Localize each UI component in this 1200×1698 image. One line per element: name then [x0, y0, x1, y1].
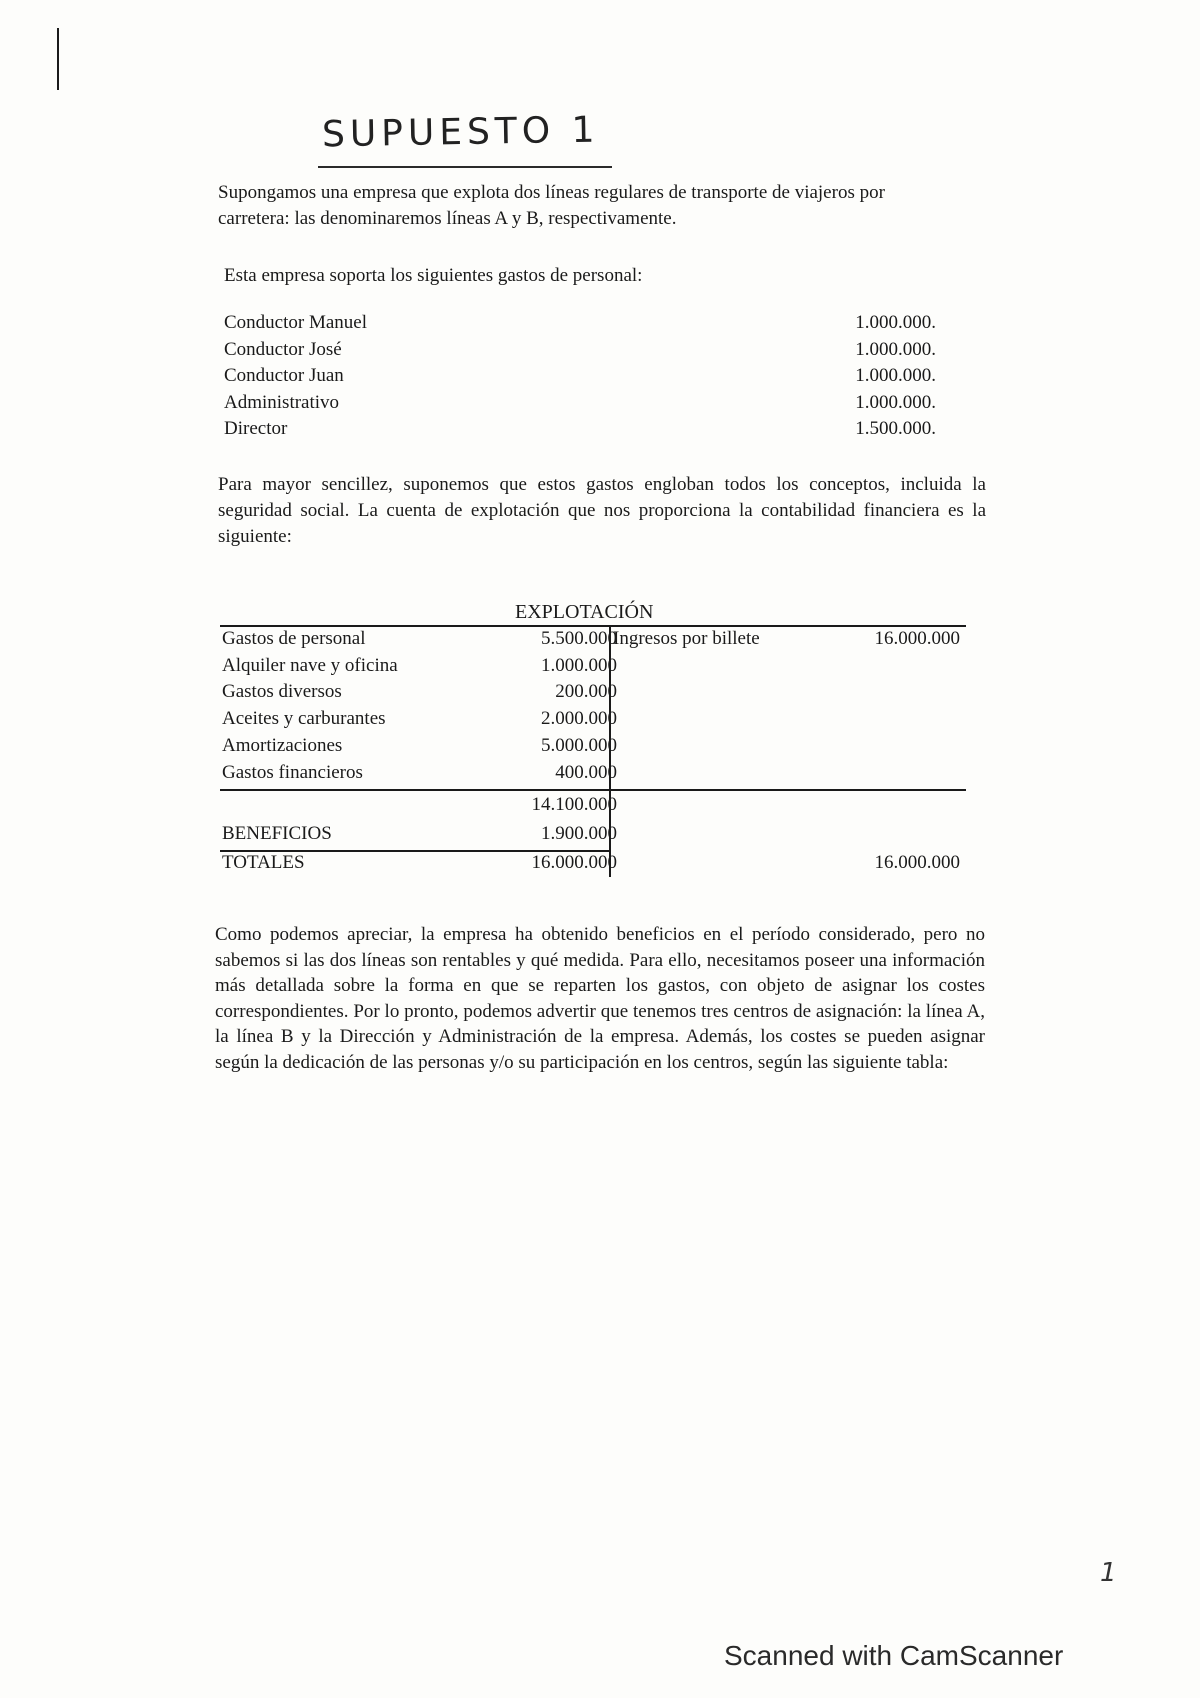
intro-paragraph: Supongamos una empresa que explota dos líneas regulares de transporte de viajeros por carretera: las denominaremos líneas A y B, respectivamente.	[218, 182, 885, 229]
margin-pen-mark	[57, 28, 59, 90]
note-paragraph: Para mayor sencillez, suponemos que estos gastos engloban todos los conceptos, incluida la seguridad social. La cuenta de explotación que nos proporciona la contabilidad financiera es la siguiente:	[218, 474, 986, 547]
debit-value: 2.000.000	[541, 708, 617, 729]
staff-name: Administrativo	[224, 391, 340, 413]
subtotal-value: 14.100.000	[531, 794, 617, 815]
debit-label: Alquiler nave y oficina	[222, 655, 398, 676]
staff-name: Conductor Manuel	[224, 312, 368, 333]
page-title: SUPUESTO 1	[321, 109, 600, 156]
staff-amount: 1.500.000.	[855, 418, 936, 439]
debit-value: 5.500.000	[541, 628, 617, 649]
debit-label: Gastos de personal	[222, 628, 366, 649]
page-number: 1	[1100, 1558, 1117, 1588]
debit-value: 400.000	[555, 762, 617, 783]
profit-value: 1.900.000	[541, 823, 617, 844]
totals-label: TOTALES	[222, 852, 305, 873]
staff-expense-list	[224, 310, 936, 443]
list-item	[224, 416, 936, 443]
totals-debit-value: 16.000.000	[531, 852, 617, 873]
credit-label: Ingresos por billete	[613, 628, 760, 649]
staff-lead-paragraph: Esta empresa soporta los siguientes gastos de personal:	[224, 265, 643, 286]
staff-amount: 1.000.000.	[855, 338, 936, 360]
staff-name: Director	[224, 418, 288, 439]
list-item	[224, 390, 936, 417]
list-item	[224, 310, 936, 337]
staff-name: Conductor Juan	[224, 365, 344, 386]
debit-label: Aceites y carburantes	[222, 708, 386, 729]
analysis-paragraph: Como podemos apreciar, la empresa ha obtenido beneficios en el período considerado, pero no sabemos si las dos líneas son rentables y qué medida. Para ello, necesitamos poseer una información más detallada sobre la forma en que se reparten los gastos, con objeto de asignar los costes correspondientes. Por lo pronto, podemos advertir que tenemos tres centros de asignación: la línea A, la línea B y la Dirección y Administración de la empresa. Además, los costes se pueden asignar según la dedicación de las personas y/o su participación en los centros, según las siguiente tabla:	[215, 924, 985, 1073]
title-underline	[318, 166, 612, 168]
profit-label: BENEFICIOS	[222, 823, 332, 844]
debit-label: Gastos financieros	[222, 762, 363, 783]
debit-value: 1.000.000	[541, 655, 617, 676]
exploitation-account-table	[220, 600, 966, 880]
staff-amount: 1.000.000.	[855, 365, 936, 386]
staff-name: Conductor José	[224, 338, 342, 360]
debit-value: 5.000.000	[541, 735, 617, 756]
debit-value: 200.000	[555, 681, 617, 702]
scanner-watermark: Scanned with CamScanner	[724, 1640, 1064, 1671]
totals-credit-value: 16.000.000	[874, 852, 960, 873]
list-item	[224, 337, 936, 364]
staff-amount: 1.000.000.	[855, 391, 936, 413]
debit-label: Amortizaciones	[222, 735, 343, 756]
table-title: EXPLOTACIÓN	[515, 601, 654, 623]
table-subtotal-rule	[220, 789, 966, 791]
list-item	[224, 363, 936, 390]
credit-value: 16.000.000	[874, 628, 960, 649]
staff-amount: 1.000.000.	[855, 312, 936, 333]
debit-label: Gastos diversos	[222, 681, 342, 702]
